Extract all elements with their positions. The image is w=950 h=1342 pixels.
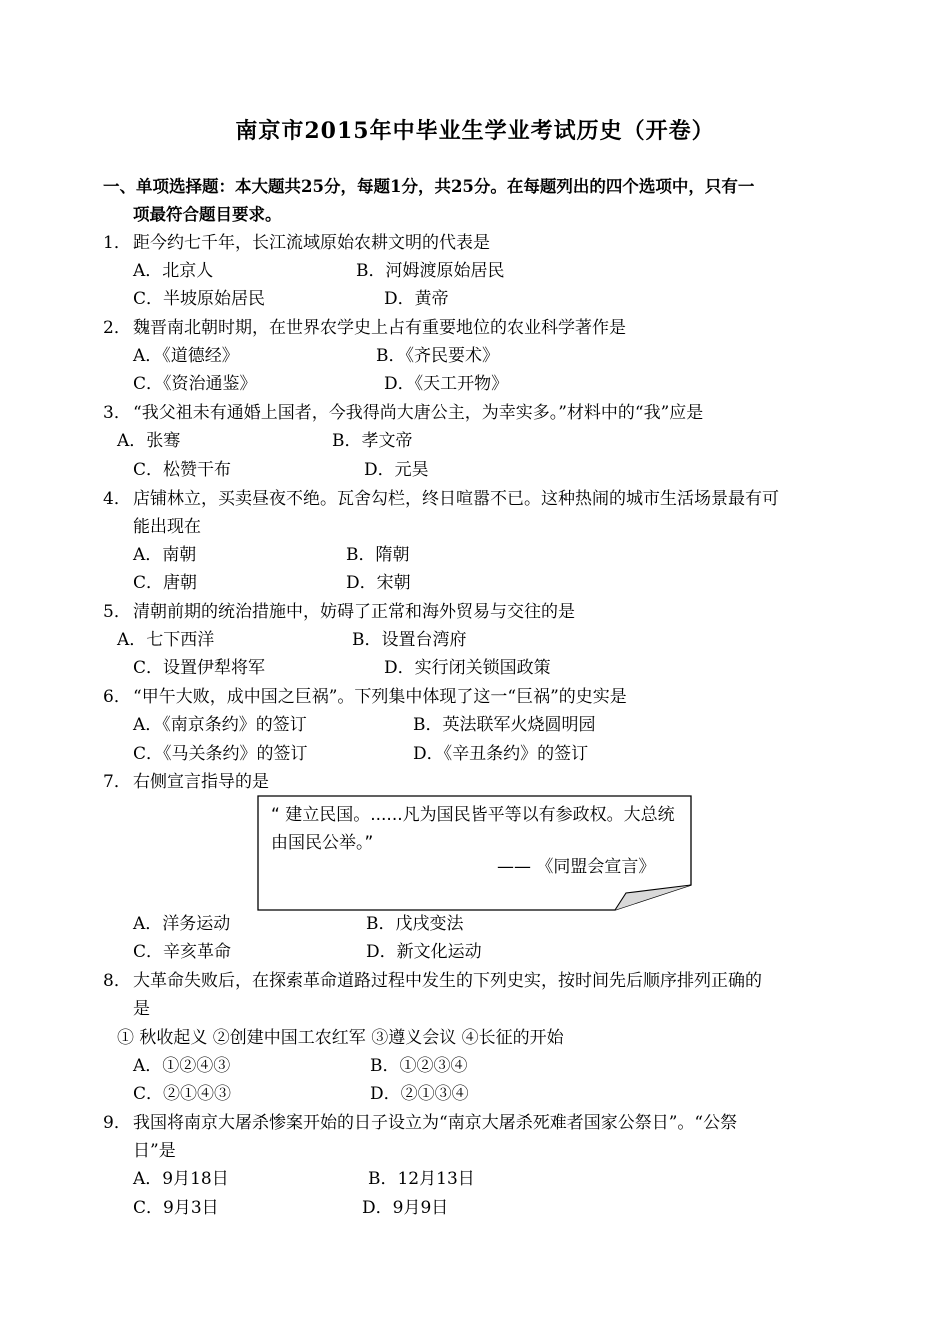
question-4-option-b[interactable]: B．隋朝 [346, 545, 410, 565]
question-8-option-d[interactable]: D．②①③④ [370, 1084, 469, 1104]
question-1-option-b[interactable]: B．河姆渡原始居民 [356, 261, 505, 281]
question-9-stem: 9． 我国将南京大屠杀惨案开始的日子设立为“南京大屠杀死难者国家公祭日”。“公祭 [103, 1113, 738, 1133]
question-6-option-a[interactable]: A．《南京条约》的签订 [133, 715, 307, 735]
question-8-stem-cont: 是 [133, 999, 150, 1019]
question-2-option-b[interactable]: B．《齐民要术》 [376, 346, 499, 366]
question-1-option-d[interactable]: D．黄帝 [384, 289, 449, 309]
question-6-option-d[interactable]: D．《辛丑条约》的签订 [413, 744, 589, 764]
question-9-stem-cont: 日”是 [133, 1141, 176, 1161]
section-heading-line2: 项最符合题目要求。 [133, 205, 282, 224]
question-5-option-a[interactable]: A．七下西洋 [117, 630, 215, 650]
question-5-option-b[interactable]: B．设置台湾府 [352, 630, 467, 650]
section-heading [103, 173, 853, 229]
section-heading-line1: 一、单项选择题：本大题共25分，每题1分，共25分。在每题列出的四个选项中，只有一 [103, 177, 755, 196]
question-8-option-a[interactable]: A．①②④③ [133, 1056, 231, 1076]
question-5-stem: 5． 清朝前期的统治措施中，妨碍了正常和海外贸易与交往的是 [103, 602, 575, 622]
question-5-option-d[interactable]: D．实行闭关锁国政策 [384, 658, 551, 678]
question-4-option-c[interactable]: C．唐朝 [133, 573, 198, 593]
question-6-stem: 6． “甲午大败，成中国之巨祸”。下列集中体现了这一“巨祸”的史实是 [103, 687, 627, 707]
question-4-stem: 4． 店铺林立，买卖昼夜不绝。瓦舍勾栏，终日喧嚣不已。这种热闹的城市生活场景最有可 [103, 489, 779, 509]
question-8-stem: 8． 大革命失败后，在探索革命道路过程中发生的下列史实，按时间先后顺序排列正确的 [103, 971, 762, 991]
question-2-stem: 2． 魏晋南北朝时期，在世界农学史上占有重要地位的农业科学著作是 [103, 318, 626, 338]
question-9-option-c[interactable]: C．9月3日 [133, 1198, 219, 1218]
question-9-option-d[interactable]: D．9月9日 [362, 1198, 449, 1218]
question-2-option-c[interactable]: C．《资治通鉴》 [133, 374, 257, 394]
question-7-option-d[interactable]: D．新文化运动 [366, 942, 482, 962]
question-6-option-b[interactable]: B．英法联军火烧圆明园 [413, 715, 596, 735]
question-7-option-b[interactable]: B．戊戌变法 [366, 914, 464, 934]
exam-title: 南京市2015年中毕业生学业考试历史（开卷） [235, 118, 715, 144]
question-8-option-b[interactable]: B．①②③④ [370, 1056, 468, 1076]
question-8-option-c[interactable]: C．②①④③ [133, 1084, 232, 1104]
question-3-stem: 3． “我父祖未有通婚上国者，今我得尚大唐公主，为幸实多。”材料中的“我”应是 [103, 403, 704, 423]
question-9-option-b[interactable]: B．12月13日 [368, 1169, 475, 1189]
question-6-option-c[interactable]: C．《马关条约》的签订 [133, 744, 308, 764]
question-1-option-a[interactable]: A．北京人 [133, 261, 214, 281]
manifesto-quote: “ 建立民国。......凡为国民皆平等以有参政权。大总统由国民公举。” [271, 805, 675, 853]
question-4-option-a[interactable]: A．南朝 [133, 545, 197, 565]
question-2-option-d[interactable]: D．《天工开物》 [384, 374, 509, 394]
question-3-option-b[interactable]: B．孝文帝 [332, 431, 413, 451]
question-7-option-a[interactable]: A．洋务运动 [133, 914, 231, 934]
question-5-option-c[interactable]: C．设置伊犁将军 [133, 658, 266, 678]
question-8-event-list: ① 秋收起义 ②创建中国工农红军 ③遵义会议 ④长征的开始 [117, 1028, 564, 1048]
question-4-option-d[interactable]: D．宋朝 [346, 573, 411, 593]
manifesto-source: —— 《同盟会宣言》 [497, 857, 656, 877]
question-3-option-c[interactable]: C．松赞干布 [133, 460, 232, 480]
question-7-option-c[interactable]: C．辛亥革命 [133, 942, 232, 962]
question-4-stem-cont: 能出现在 [133, 517, 201, 537]
question-9-option-a[interactable]: A．9月18日 [133, 1169, 229, 1189]
question-1-option-c[interactable]: C．半坡原始居民 [133, 289, 266, 309]
question-3-option-a[interactable]: A．张骞 [117, 431, 181, 451]
question-2-option-a[interactable]: A．《道德经》 [133, 346, 239, 366]
question-7-stem: 7． 右侧宣言指导的是 [103, 772, 269, 792]
question-3-option-d[interactable]: D．元昊 [364, 460, 429, 480]
question-1-stem: 1． 距今约七千年，长江流域原始农耕文明的代表是 [103, 233, 490, 253]
